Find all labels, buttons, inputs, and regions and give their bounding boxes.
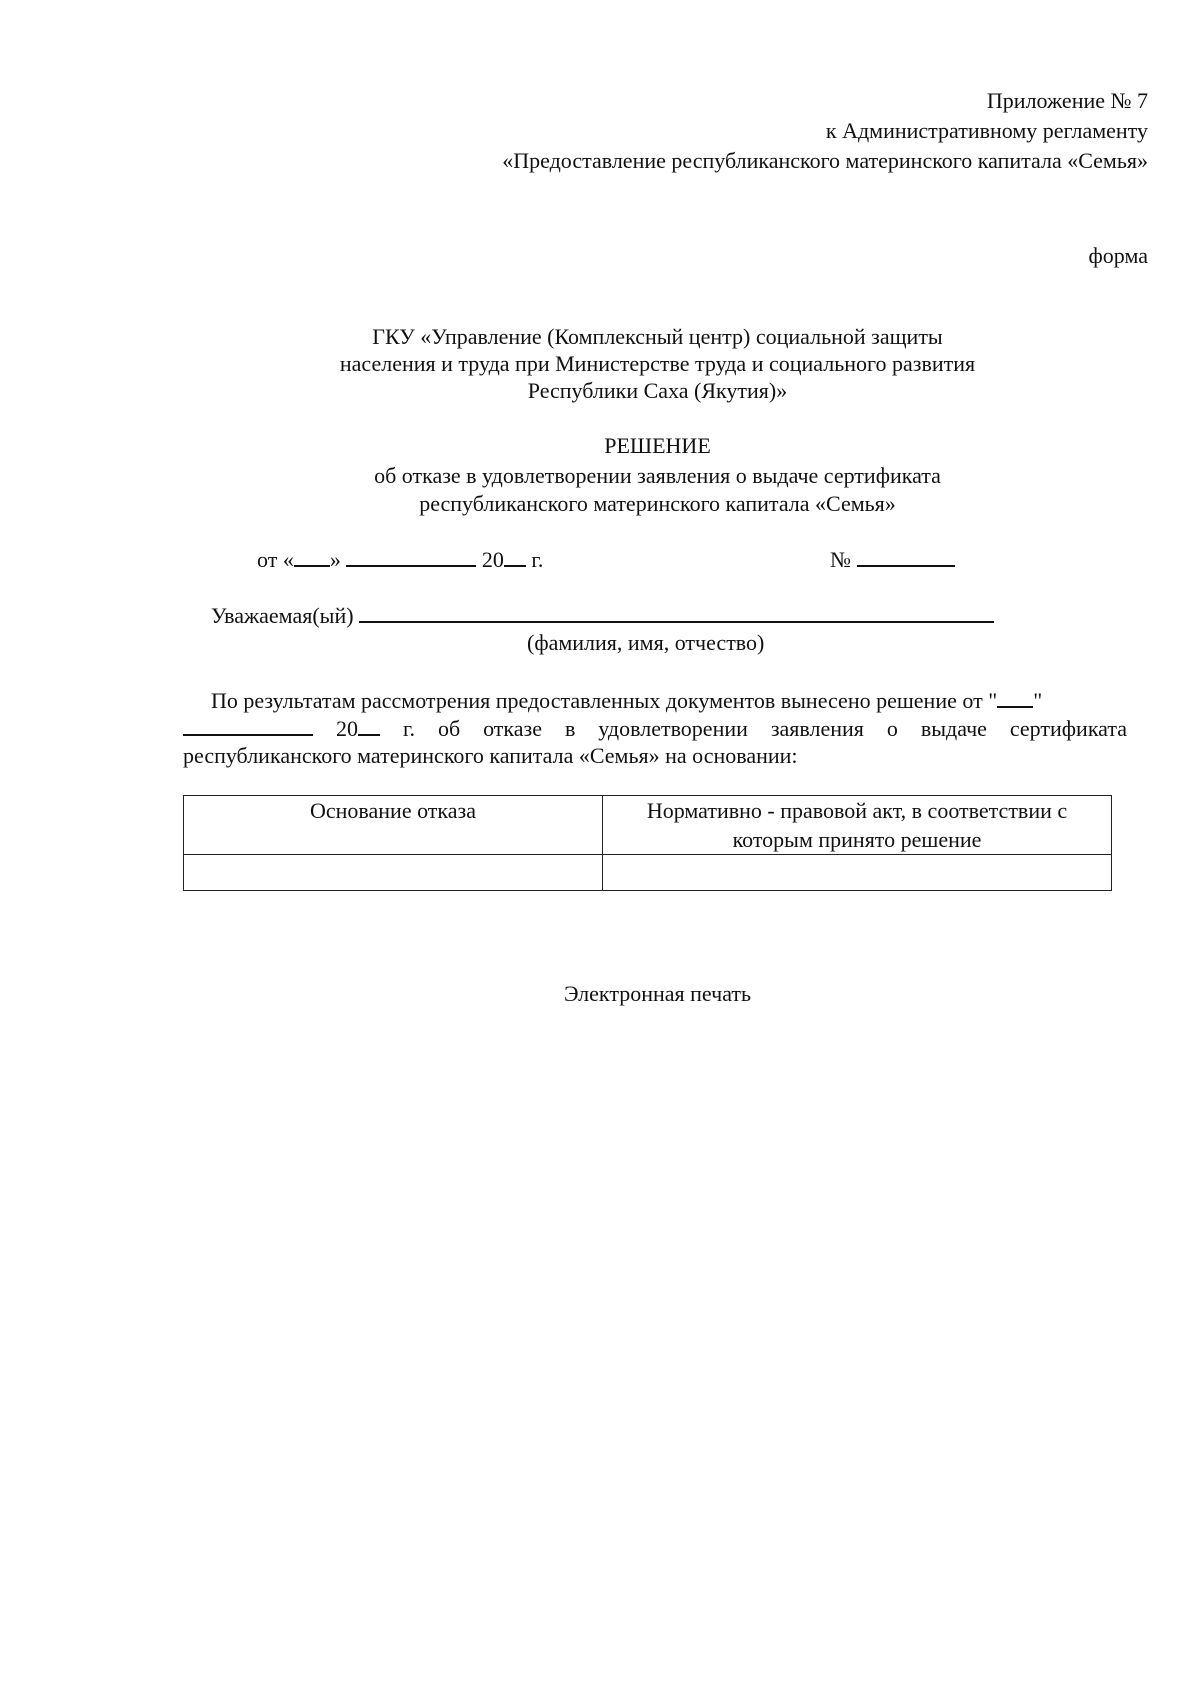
- number-line: [830, 545, 955, 575]
- electronic-seal-label: Электронная печать: [563, 981, 752, 1006]
- body-line-2-year: 20: [335, 716, 358, 741]
- regulation-title: «Предоставление республиканского материнского капитала «Семья»: [502, 148, 1148, 173]
- body-line-1: [211, 686, 1042, 716]
- organization-line-1: ГКУ «Управление (Комплексный центр) социальной защиты: [372, 324, 943, 349]
- addressee-hint: (фамилия, имя, отчество): [527, 630, 765, 655]
- decision-day-blank[interactable]: [997, 686, 1033, 708]
- date-close-quote: »: [329, 547, 341, 572]
- year-prefix: 20: [481, 547, 504, 572]
- organization-line-2: населения и труда при Министерстве труда и социального развития: [339, 351, 976, 376]
- decision-subtitle-1: об отказе в удовлетворении заявления о выдаче сертификата: [374, 463, 941, 488]
- addressee-label: Уважаемая(ый): [211, 603, 354, 628]
- body-line-1-text: По результатам рассмотрения предоставленных документов вынесено решение от ": [211, 688, 998, 713]
- year-suffix: г.: [531, 547, 544, 572]
- organization-line-3: Республики Саха (Якутия)»: [527, 378, 788, 403]
- decision-year-blank[interactable]: [358, 714, 380, 736]
- body-line-1-end: ": [1033, 688, 1043, 713]
- body-line-2: [183, 714, 1127, 744]
- body-line-2-rest: г. об отказе в удовлетворении заявления о выдаче сертификата: [402, 716, 1128, 741]
- regulation-reference: к Административному регламенту: [825, 118, 1148, 143]
- decision-title: РЕШЕНИЕ: [604, 433, 711, 458]
- decision-subtitle-2: республиканского материнского капитала «Семья»: [419, 491, 896, 516]
- addressee-line: [211, 601, 994, 631]
- date-line: [257, 545, 543, 575]
- number-sign: №: [830, 547, 851, 572]
- month-blank[interactable]: [346, 545, 476, 567]
- refusal-table: [183, 795, 1112, 891]
- table-header-row: [184, 796, 1112, 855]
- appendix-number: Приложение № 7: [986, 88, 1148, 113]
- cell-refusal-ground[interactable]: [184, 855, 603, 891]
- decision-month-blank[interactable]: [183, 714, 313, 736]
- year-blank[interactable]: [504, 545, 526, 567]
- day-blank[interactable]: [294, 545, 330, 567]
- table-row: [184, 855, 1112, 891]
- form-label: форма: [1088, 243, 1148, 268]
- body-line-3: республиканского материнского капитала «Семья» на основании:: [183, 743, 798, 768]
- date-from-label: от «: [257, 547, 294, 572]
- number-blank[interactable]: [857, 545, 955, 567]
- header-refusal-ground: Основание отказа: [184, 796, 603, 855]
- header-legal-act: Нормативно - правовой акт, в соответствии с которым принято решение: [603, 796, 1112, 855]
- addressee-name-blank[interactable]: [359, 601, 994, 623]
- cell-legal-act[interactable]: [603, 855, 1112, 891]
